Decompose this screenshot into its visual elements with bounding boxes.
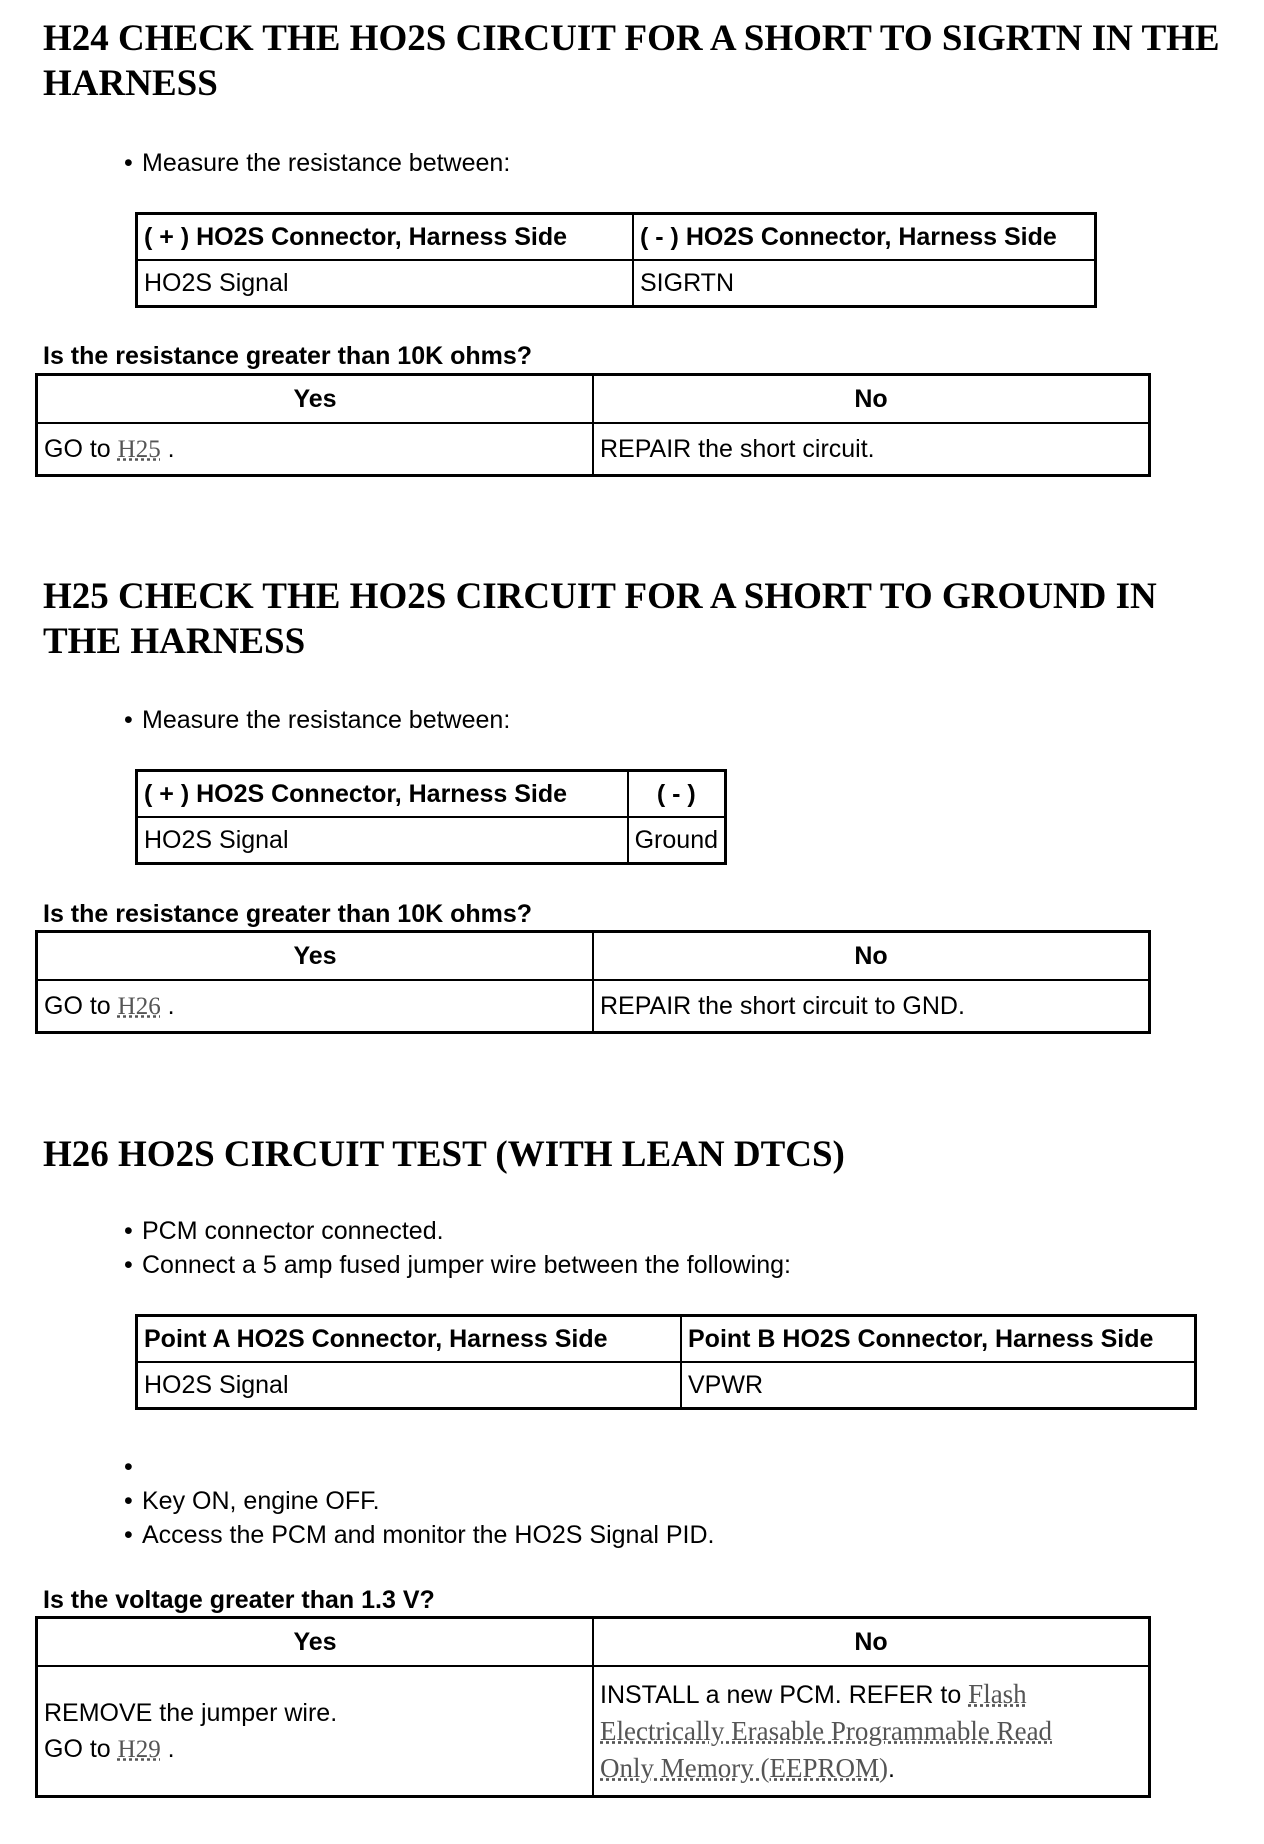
yes-header: Yes bbox=[37, 375, 594, 424]
h24-col-minus: ( - ) HO2S Connector, Harness Side bbox=[633, 214, 1096, 261]
yes-header: Yes bbox=[37, 932, 594, 981]
h25-col-plus: ( + ) HO2S Connector, Harness Side bbox=[137, 771, 628, 818]
h26-col-b: Point B HO2S Connector, Harness Side bbox=[681, 1316, 1196, 1363]
h24-title: H24 CHECK THE HO2S CIRCUIT FOR A SHORT TO SIGRTN IN THE HARNESS bbox=[43, 18, 1220, 104]
h24-bullets bbox=[124, 146, 510, 180]
h25-col-minus: ( - ) bbox=[628, 771, 726, 818]
no-header: No bbox=[593, 1618, 1150, 1667]
h24-yes-no-table bbox=[35, 373, 1151, 477]
h25-link[interactable]: H25 bbox=[117, 435, 161, 463]
h24-connector-table bbox=[135, 212, 1097, 308]
h25-yes-cell: GO to H26 . bbox=[37, 980, 594, 1033]
bullet-item: • PCM connector connected. bbox=[124, 1214, 791, 1248]
h26-bullets-2 bbox=[124, 1450, 714, 1552]
no-header: No bbox=[593, 375, 1150, 424]
h25-cell-plus: HO2S Signal bbox=[137, 817, 628, 864]
h26-bullets bbox=[124, 1214, 791, 1282]
yes-header: Yes bbox=[37, 1618, 594, 1667]
h24-no-cell: REPAIR the short circuit. bbox=[593, 423, 1150, 476]
h26-yes-no-table bbox=[35, 1616, 1151, 1798]
bullet-item: • Measure the resistance between: bbox=[124, 146, 510, 180]
h24-question: Is the resistance greater than 10K ohms? bbox=[43, 342, 533, 370]
h25-connector-table bbox=[135, 769, 727, 865]
h25-yes-no-table bbox=[35, 930, 1151, 1034]
h26-cell-b: VPWR bbox=[681, 1362, 1196, 1409]
h24-cell-plus: HO2S Signal bbox=[137, 260, 634, 307]
no-header: No bbox=[593, 932, 1150, 981]
h26-connector-table bbox=[135, 1314, 1197, 1410]
bullet-item: • Access the PCM and monitor the HO2S Signal PID. bbox=[124, 1518, 714, 1552]
bullet-item: • Key ON, engine OFF. bbox=[124, 1484, 714, 1518]
h24-cell-minus: SIGRTN bbox=[633, 260, 1096, 307]
h24-yes-cell: GO to H25 . bbox=[37, 423, 594, 476]
h25-bullets bbox=[124, 703, 510, 737]
h25-title: H25 CHECK THE HO2S CIRCUIT FOR A SHORT TO GROUND IN THE HARNESS bbox=[43, 576, 1157, 662]
h26-question: Is the voltage greater than 1.3 V? bbox=[43, 1586, 435, 1614]
h25-cell-minus: Ground bbox=[628, 817, 726, 864]
bullet-item bbox=[124, 1450, 714, 1484]
h24-col-plus: ( + ) HO2S Connector, Harness Side bbox=[137, 214, 634, 261]
h25-no-cell: REPAIR the short circuit to GND. bbox=[593, 980, 1150, 1033]
h26-yes-cell: REMOVE the jumper wire. GO to H29 . bbox=[37, 1666, 594, 1797]
bullet-item: • Measure the resistance between: bbox=[124, 703, 510, 737]
bullet-item: • Connect a 5 amp fused jumper wire between the following: bbox=[124, 1248, 791, 1282]
h26-no-cell: INSTALL a new PCM. REFER to Flash Electrically Erasable Programmable Read Only Memory (EEPROM). bbox=[593, 1666, 1150, 1797]
h29-link[interactable]: H29 bbox=[117, 1735, 161, 1763]
h26-link[interactable]: H26 bbox=[117, 992, 161, 1020]
h25-question: Is the resistance greater than 10K ohms? bbox=[43, 900, 533, 928]
h26-title: H26 HO2S CIRCUIT TEST (WITH LEAN DTCS) bbox=[43, 1134, 845, 1175]
h26-cell-a: HO2S Signal bbox=[137, 1362, 682, 1409]
h26-col-a: Point A HO2S Connector, Harness Side bbox=[137, 1316, 682, 1363]
eeprom-link[interactable]: Flash Electrically Erasable Programmable Read Only Memory (EEPROM) bbox=[600, 1678, 1053, 1783]
